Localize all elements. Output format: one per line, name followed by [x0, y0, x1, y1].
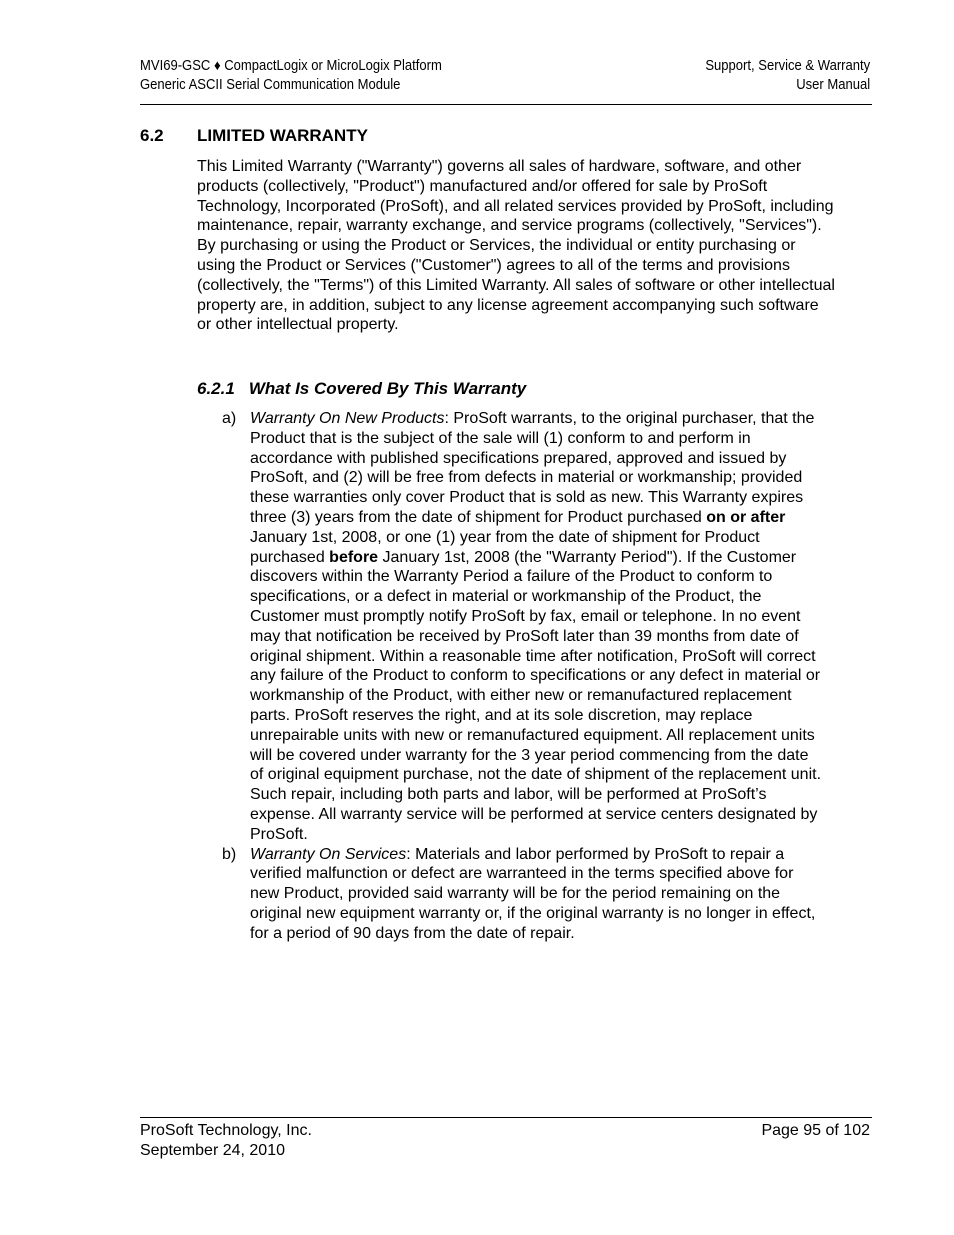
footer-date: September 24, 2010 [140, 1141, 285, 1159]
list-item-marker: b) [222, 845, 237, 863]
header-chapter: Support, Service & Warranty [705, 58, 870, 74]
list-item-title: Warranty On New Products [250, 410, 445, 427]
list-item-emphasis: on or after [706, 508, 786, 526]
header-doc-type: User Manual [796, 77, 870, 93]
footer-company: ProSoft Technology, Inc. [140, 1122, 312, 1139]
subsection-heading [197, 378, 526, 399]
footer-page-number: Page 95 of 102 [761, 1122, 870, 1139]
footer-right [761, 1121, 870, 1141]
subsection-number: 6.2.1 [197, 379, 235, 398]
header-right [705, 57, 870, 95]
list-item [222, 845, 822, 944]
list-item-text: : ProSoft warrants, to the original purchaser, that the Product that is the subject of the sale will (1) conform to and perform in accordance with published specifications prepared, approved and issued by ProSoft, and (2) will be free from defects in material or workmanship; provided these warranties only cover Product that is sold as new. This Warranty expires three (3) years from the date of shipment for Product purchased [250, 410, 815, 526]
section-number: 6.2 [140, 126, 164, 145]
list-item-text: : Materials and labor performed by ProSoft to repair a verified malfunction or defect are warranteed in the terms specified above for new Product, provided said warranty will be for the period remaining on the original new equipment warranty or, if the original warranty is no longer in effect, for a period of 90 days from the date of repair. [250, 845, 816, 942]
list-item-text: January 1st, 2008, or one (1) year from the date of shipment for Product purchased [250, 528, 760, 566]
list-item-marker: a) [222, 410, 237, 427]
footer-divider [140, 1117, 872, 1118]
list-item [222, 409, 822, 845]
header-divider [140, 104, 872, 105]
header-left [140, 57, 442, 95]
list-item-text: January 1st, 2008 (the "Warranty Period"). If the Customer discovers within the Warranty Period a failure of the Product to conform to specifications, or a defect in material or workmanship of the Product, the Customer must promptly notify ProSoft by fax, email or telephone. In no event may that notification be received by ProSoft later than 39 months from date of original shipment. Within a reasonable time after notification, ProSoft will correct any failure of the Product to conform to specifications or any defect in material or workmanship of the Product, with either new or remanufactured replacement parts. ProSoft reserves the right, and at its sole discretion, may replace unrepairable units with new or remanufactured equipment. All replacement units will be covered under warranty for the 3 year period commencing from the date of original equipment purchase, not the date of shipment of the replacement unit. Such repair, including both parts and labor, will be performed at ProSoft’s expense. All warranty service will be performed at service centers designated by ProSoft. [250, 548, 822, 843]
subsection-title: What Is Covered By This Warranty [248, 379, 527, 398]
list-item-title: Warranty On Services [250, 845, 407, 863]
section-title: LIMITED WARRANTY [197, 126, 368, 145]
warranty-list [222, 409, 822, 944]
header-module-line: Generic ASCII Serial Communication Module [140, 77, 401, 93]
header-product-line: MVI69-GSC ♦ CompactLogix or MicroLogix Platform [140, 58, 442, 74]
list-item-emphasis: before [329, 548, 379, 566]
footer-left [140, 1121, 312, 1161]
section-intro-paragraph: This Limited Warranty ("Warranty") governs all sales of hardware, software, and other products (collectively, "Product") manufactured and/or offered for sale by ProSoft Technology, Incorporated (ProSoft), and all related services provided by ProSoft, including maintenance, repair, warranty exchange, and service programs (collectively, "Services"). By purchasing or using the Product or Services, the individual or entity purchasing or using the Product or Services ("Customer") agrees to all of the terms and provisions (collectively, the "Terms") of this Limited Warranty. All sales of software or other intellectual property are, in addition, subject to any license agreement accompanying such software or other intellectual property. [197, 158, 835, 334]
